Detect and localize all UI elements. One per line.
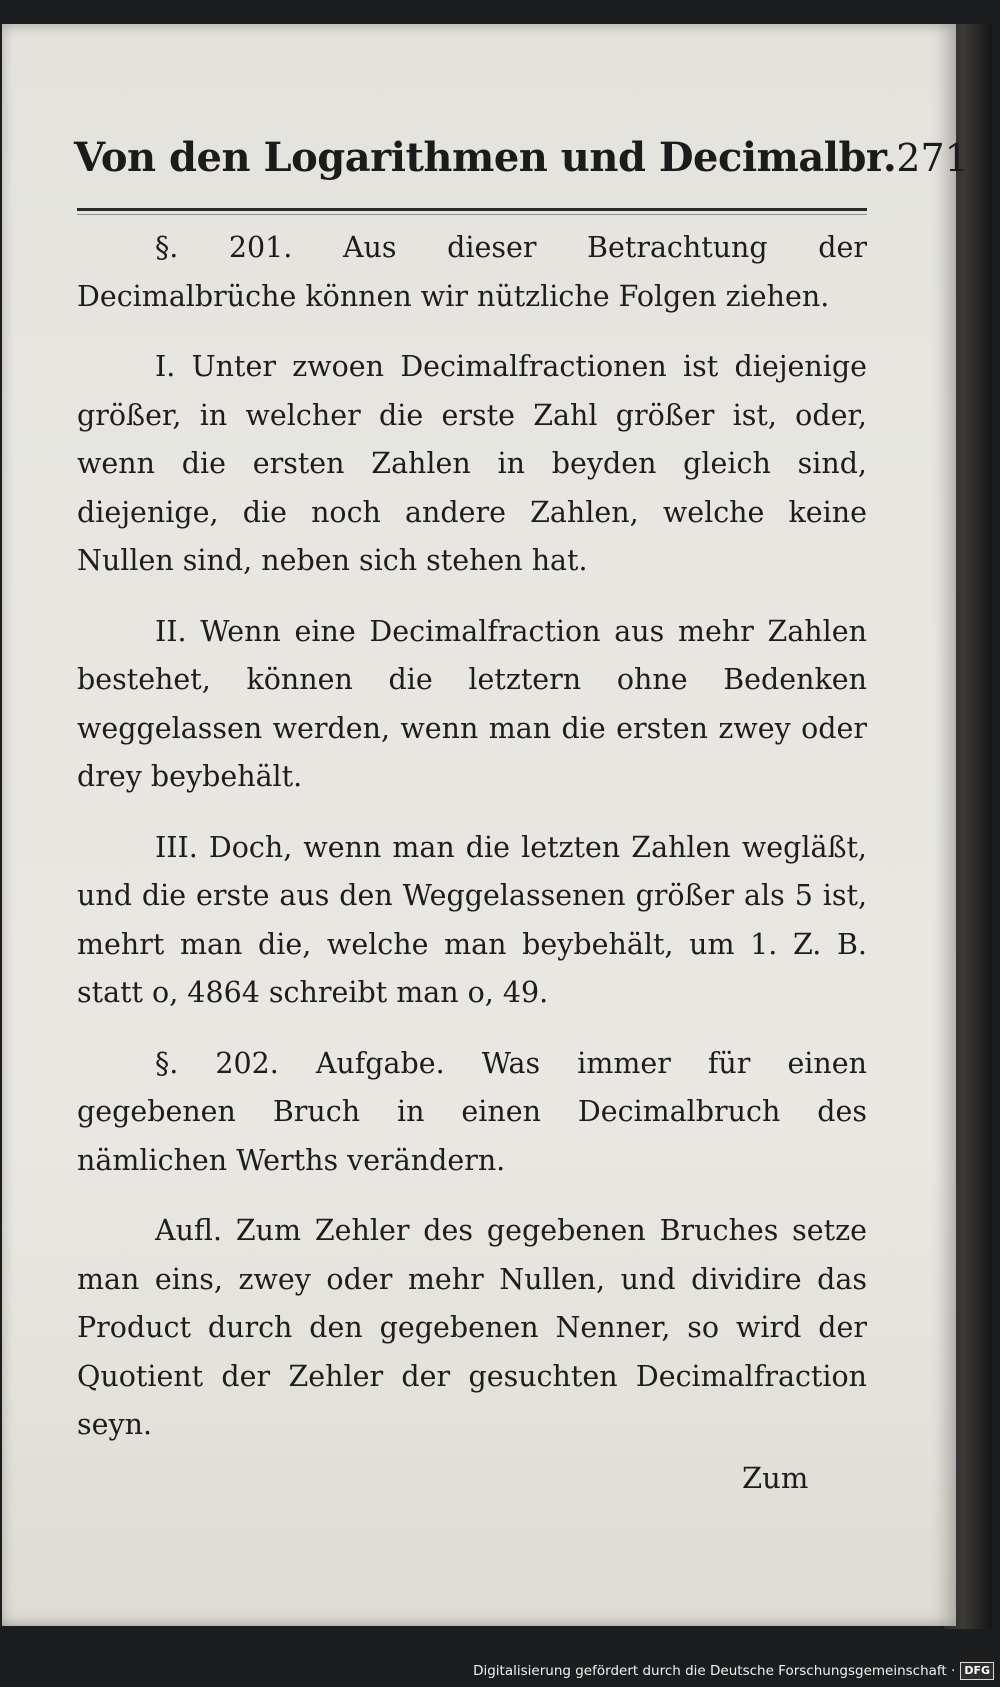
body-text (77, 224, 867, 1472)
header-rule-thin (77, 214, 867, 215)
book-page (2, 24, 969, 1626)
footer-text: Digitalisierung gefördert durch die Deutsche Forschungsgemeinschaft · (473, 1663, 956, 1679)
paragraph-solution: Aufl. Zum Zehler des gegebenen Bruches setze man eins, zwey oder mehr Nullen, und dividire das Product durch den gegebenen Nenner, so wird der Quotient der Zehler der gesuchten Decimalfraction seyn. (77, 1214, 867, 1441)
paragraph-202: §. 202. Aufgabe. Was immer für einen gegebenen Bruch in einen Decimalbruch des nämlichen Werths verändern. (77, 1046, 867, 1177)
paragraph-rule-2: II. Wenn eine Decimalfraction aus mehr Zahlen bestehet, können die letztern ohne Bedenken weggelassen werden, wenn man die ersten zwey oder drey beybehält. (77, 614, 867, 793)
digitization-footer (473, 1659, 994, 1683)
paragraph-201: §. 201. Aus dieser Betrachtung der Decimalbrüche können wir nützliche Folgen ziehen. (77, 231, 867, 313)
paragraph-rule-1: I. Unter zwoen Decimalfractionen ist diejenige größer, in welcher die erste Zahl größer ist, oder, wenn die ersten Zahlen in beyden gleich sind, diejenige, die noch andere Zahlen, welche keine Nullen sind, neben sich stehen hat. (77, 350, 867, 577)
paragraph-rule-3: III. Doch, wenn man die letzten Zahlen wegläßt, und die erste aus den Weggelassenen größer als 5 ist, mehrt man die, welche man beybehält, um 1. Z. B. statt o, 4864 schreibt man o, 49. (77, 830, 867, 1009)
dfg-logo-icon: DFG (960, 1662, 994, 1680)
header-rule (77, 208, 867, 211)
running-head-title: Von den Logarithmen und Decimalbr. (74, 134, 897, 181)
page-number: 271 (896, 136, 969, 180)
running-head (74, 134, 969, 181)
catchword: Zum (742, 1461, 809, 1495)
